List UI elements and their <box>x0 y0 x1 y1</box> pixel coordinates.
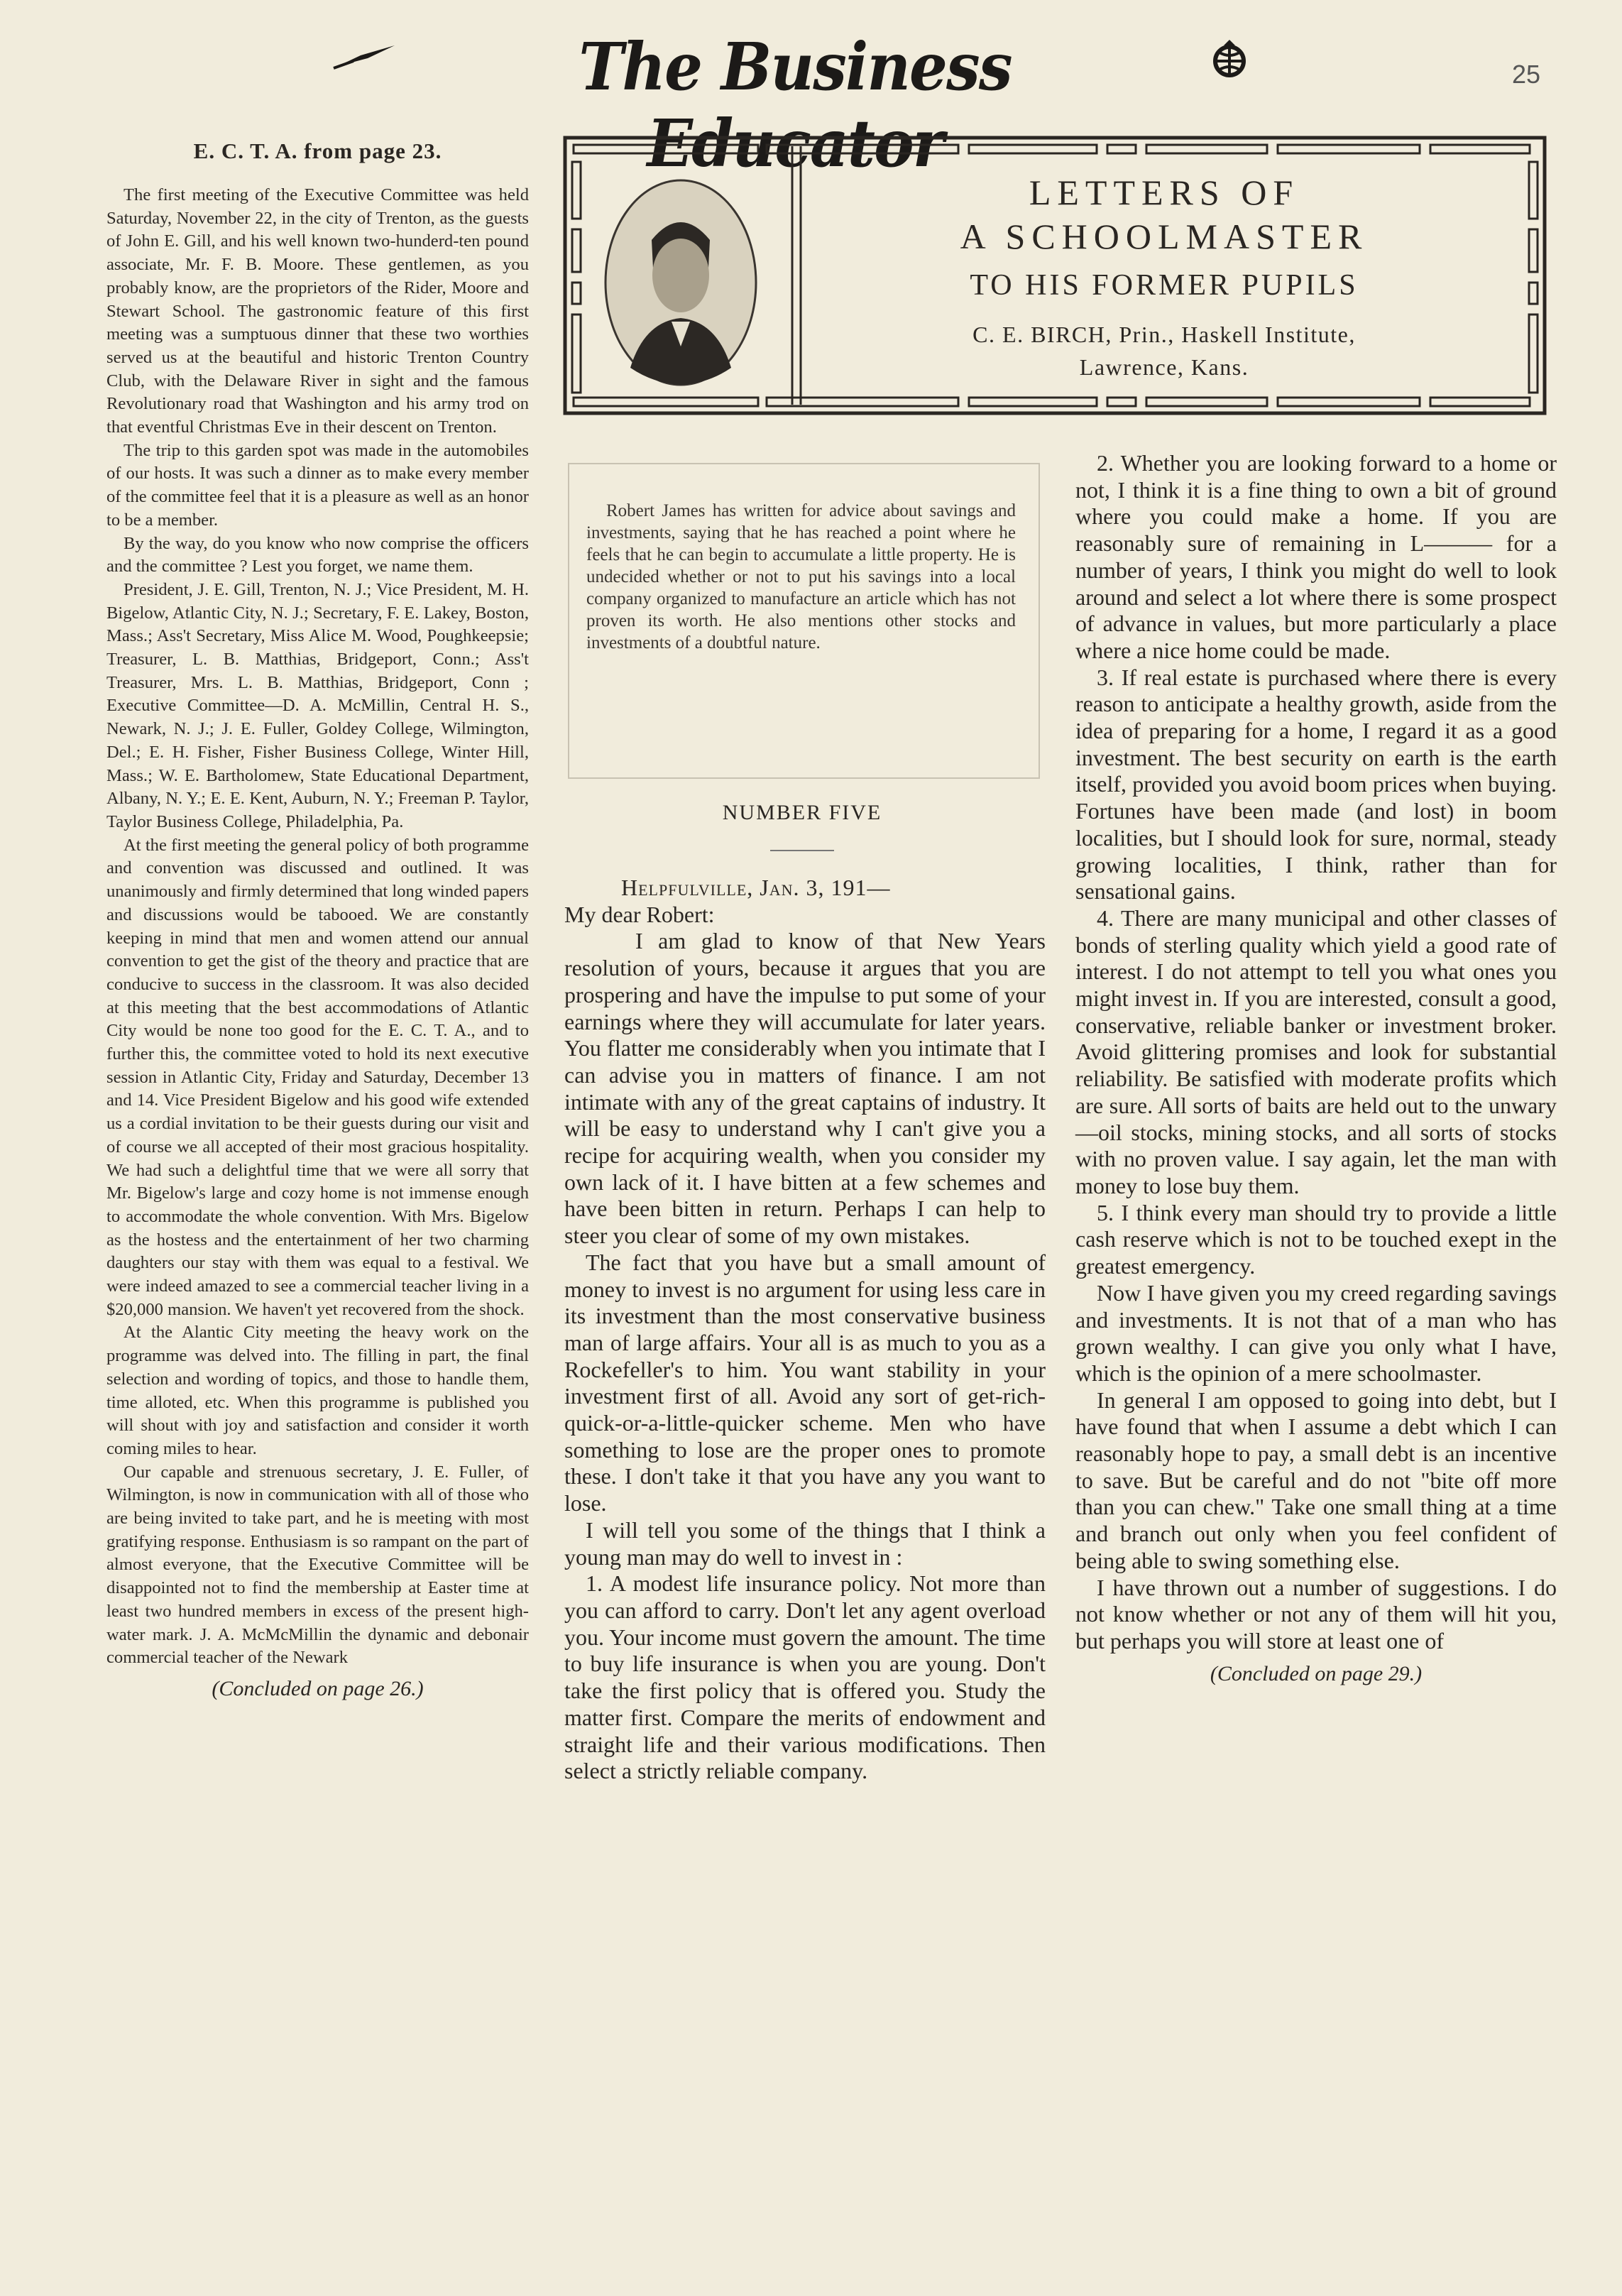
series-title-line2: A SCHOOLMASTER <box>960 217 1369 256</box>
ecta-paragraph: Our capable and strenuous secretary, J. E. Fuller, of Wilmington, is now in communication with all of those who are being invited to take part, and he is meeting with most gratifying response. Enthusiasm is so rampant on the part of almost everyone, that the Executive Committee will be disappointed not to find the membership at Easter time at least two hundred members in excess of the present high-water mark. J. A. McMcMillin the dynamic and debonair commercial teacher of the Newark <box>106 1462 529 1668</box>
ecta-heading: E. C. T. A. from page 23. <box>193 138 442 163</box>
masthead-title: The Business Educator <box>579 28 1012 182</box>
letter-column-2 <box>1075 450 1557 1686</box>
letter-paragraph: 3. If real estate is purchased where there is every reason to anticipate a healthy growth, aside from the idea of preparing for a home, I regard it as a good investment. The best security on earth is the earth itself, provided you avoid boom prices when buying. Fortunes have been made (and lost) in boom localities, but I should look for sure, normal, steady growing localities, I think, rather than for sensational gains. <box>1075 664 1557 904</box>
letter-paragraph: I will tell you some of the things that I think a young man may do well to invest in : <box>564 1516 1046 1570</box>
series-title <box>788 170 1540 258</box>
continued-note: (Concluded on page 29.) <box>1210 1661 1423 1685</box>
letter-paragraph: I am glad to know of that New Years resolution of yours, because it argues that you are prospering and have the impulse to put some of your earnings where they will accumulate for later years. You flatter me considerably when you intimate that I can advise you in matters of finance. I am not intimate with any of the great captains of industry. It will be easy to understand why I can't give you a recipe for acquiring wealth, when you consider my own lack of it. I have bitten at a few schemes and have been bitten in return. Perhaps I can help to steer you clear of some of my own mistakes. <box>564 928 1046 1249</box>
byline-location: Lawrence, Kans. <box>1079 354 1249 380</box>
letter-salutation: My dear Robert: <box>564 901 715 927</box>
ecta-paragraph: At the first meeting the general policy of both programme and convention was discussed and outlined. It was unanimously and firmly determined that long winded papers and discussions would be tabooed. We are constantly keeping in mind that men and women attend our annual convention to get the gist of the theory and practice that are conducive to success in the classroom. It was also decided at this meeting that the best accommodations of Atlantic City would be none too good for the E. C. T. A., and to further this, the committee voted to hold its next executive session in Atlantic City, Friday and Saturday, December 13 and 14. Vice President Bigelow and his good wife extended us a cordial invitation to be their guests during our visit and of course we all accepted of their most gracious hospitality. We had such a delightful time that we were all sorry that Mr. Bigelow's large and cozy home is not immense enough to accommodate the whole convention. With Mrs. Bigelow as the hostess and the entertainment of her two charming daughters our stay with them was equal to a festival. We were indeed amazed to see a commercial teacher living in a $20,000 mansion. We haven't yet recovered from the shock. <box>106 835 529 1319</box>
letter-paragraph: 5. I think every man should try to provide a little cash reserve which is not to be touched exept in the greatest emergency. <box>1075 1199 1557 1279</box>
ecta-article <box>106 138 529 1701</box>
globe-ornament-icon <box>1207 37 1252 86</box>
letter-paragraph: Now I have given you my creed regarding savings and investments. It is not that of a man who has grown wealthy. I can give you only what I have, which is the opinion of a mere schoolmaster. <box>1075 1279 1557 1386</box>
summary-text: Robert James has written for advice about savings and investments, saying that he has reached a point where he feels that he can begin to accumulate a little property. He is undecided whether or not to put his savings into a local company organized to manufacture an article which has not proven its worth. He also mentions other stocks and investments of a doubtful nature. <box>586 501 1016 652</box>
letter-paragraph: 4. There are many municipal and other classes of bonds of sterling quality which yield a good rate of interest. I do not attempt to tell you what ones you might invest in. If you are interested, consult a good, conservative, reliable banker or investment broker. Avoid glittering promises and look for substantial reliability. Be satisfied with moderate profits which are sure. All sorts of baits are held out to the unwary—oil stocks, mining stocks, and all sorts of stocks with no proven value. I say again, let the man with money to lose buy them. <box>1075 904 1557 1198</box>
letter-paragraph: The fact that you have but a small amount of money to invest is no argument for using less care in its investment than the most conservative business man of large affairs. Your all is as much to you as a Rockefeller's to him. You want stability in your investment first of all. Avoid any sort of get-rich-quick-or-a-little-quicker scheme. Men who have something to lose are the proper ones to promote these. I don't take it that you have any you want to lose. <box>564 1249 1046 1516</box>
continued-note: (Concluded on page 26.) <box>212 1677 424 1700</box>
letter-dateline: Helpfulville, Jan. 3, 191— <box>621 875 891 900</box>
letter-paragraph: In general I am opposed to going into debt, but I have found that when I assume a debt which I can reasonably hope to pay, a small debt is an incentive to save. But be careful and do not "bite off more than you can chew." Take one small thing at a time and branch out only when you feel confident of being able to swing something else. <box>1075 1387 1557 1573</box>
letter-paragraph: 1. A modest life insurance policy. Not more than you can afford to carry. Don't let any agent overload you. Your income must govern the amount. The time to buy life insurance is when you are young. Don't take the first policy that is offered you. Study the matter first. Compare the merits of endowment and straight life and their various modifications. Then select a strictly reliable company. <box>564 1570 1046 1784</box>
author-byline <box>788 318 1540 383</box>
letter-number: NUMBER FIVE <box>722 801 882 824</box>
ecta-paragraph: President, J. E. Gill, Trenton, N. J.; Vice President, M. H. Bigelow, Atlantic City, N. J.; Secretary, F. E. Lakey, Boston, Mass.; Ass't Secretary, Miss Alice M. Wood, Poughkeepsie; Treasurer, L. B. Matthias, Bridgeport, Conn.; Ass't Treasurer, Mrs. L. B. Matthias, Bridgeport, Conn ; Executive Committee—D. A. McMillin, Central H. S., Newark, N. J.; J. E. Fuller, Goldey College, Wilmington, Del.; E. H. Fisher, Fisher Business College, Winter Hill, Mass.; W. E. Bartholomew, State Educational Department, Albany, N. Y.; E. E. Kent, Auburn, N. Y.; Freeman P. Taylor, Taylor Business College, Philadelphia, Pa. <box>106 579 529 831</box>
ecta-paragraph: The first meeting of the Executive Committee was held Saturday, November 22, in the city of Trenton, as the guests of John E. Gill, and his well known two-hunderd-ten pound associate, Mr. F. B. Moore. These gentlemen, as you probably know, are the proprietors of the Rider, Moore and Stewart School. The gastronomic feature of this first meeting was a sumptuous dinner that these two worthies served us at the beautiful and historic Trenton Country Club, with the Delaware River in sight and the famous Revolutionary road that Washington and his army trod on that eventful Christmas Eve in their descent on Trenton. <box>106 185 529 437</box>
quill-ornament-icon <box>332 43 396 75</box>
letter-paragraph: 2. Whether you are looking forward to a home or not, I think it is a fine thing to own a bit of ground where you could make a home. If you are reasonably sure of remaining in L——— for a number of years, I think you might do well to look around and select a lot where there is some prospect of advance in values, but more particularly a place where a nice home could be made. <box>1075 450 1557 663</box>
series-title-line1: LETTERS OF <box>1029 173 1300 212</box>
series-subtitle: TO HIS FORMER PUPILS <box>970 269 1359 302</box>
page-number: 25 <box>1512 60 1541 89</box>
ecta-paragraph: At the Alantic City meeting the heavy work on the programme was delved into. The filling in part, the final selection and wording of topics, and those to handle them, time alloted, etc. When this programme is published you will shout with joy and satisfaction and consider it worth coming miles to hear. <box>106 1323 529 1458</box>
ecta-paragraph: The trip to this garden spot was made in the automobiles of our hosts. It was such a dinner as to make every member of the committee feel that it is a pleasure as well as an honor to be a member. <box>106 440 529 530</box>
ecta-paragraph: By the way, do you know who now comprise the officers and the committee ? Lest you forget, we name them. <box>106 533 529 576</box>
byline-name: C. E. BIRCH, Prin., Haskell Institute, <box>972 322 1356 347</box>
author-portrait <box>602 176 760 389</box>
divider-rule <box>770 850 834 851</box>
letter-paragraph: I have thrown out a number of suggestions. I do not know whether or not any of them will hit you, but perhaps you will store at least one of <box>1075 1574 1557 1653</box>
letter-column-1 <box>564 875 1046 1785</box>
